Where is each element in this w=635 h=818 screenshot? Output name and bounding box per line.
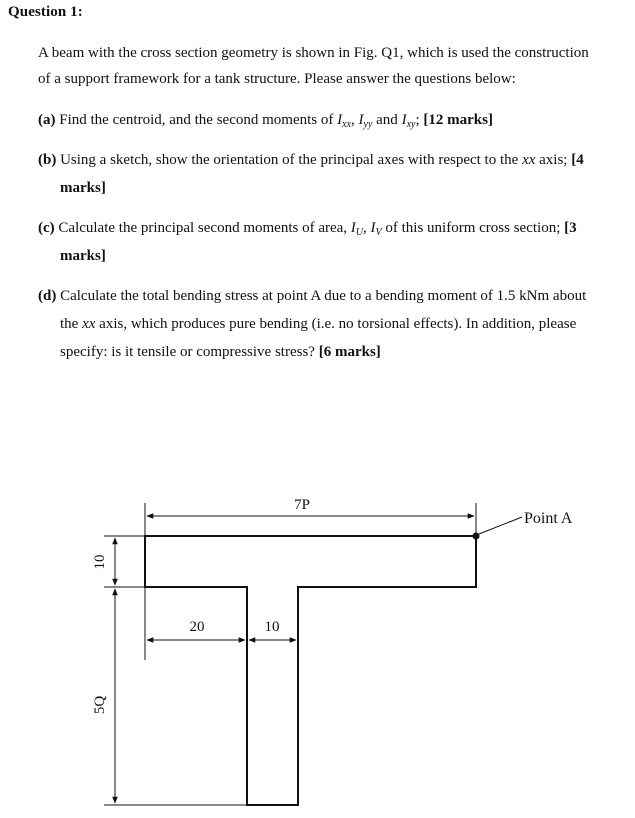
iv-subscript: V (375, 227, 382, 238)
part-d-text-1: Calculate the total bending stress at point A due to a bending moment of 1.5 kNm about (56, 288, 587, 304)
part-c-sep: , (363, 220, 371, 236)
ixx-symbol: I (337, 112, 343, 128)
ixy-subscript: xy (406, 119, 416, 130)
point-a-marker (473, 533, 480, 540)
iu-subscript: U (355, 227, 364, 238)
part-d-marks: [6 marks] (318, 344, 381, 360)
part-a-sep3: ; (415, 112, 424, 128)
part-b-label: (b) (38, 152, 57, 168)
part-a-sep2: and (372, 112, 402, 128)
part-d-text-2a: the (60, 316, 83, 332)
dim-label-5q: 5Q (92, 695, 108, 715)
point-a-label: Point A (524, 510, 573, 527)
part-b-marks-2: marks] (60, 180, 106, 196)
part-c-text2: of this uniform cross section; (381, 220, 565, 236)
part-a-text: Find the centroid, and the second moments of (55, 112, 338, 128)
iv-symbol: I (370, 220, 376, 236)
part-d-text-3: specify: is it tensile or compressive stress? (60, 344, 319, 360)
part-c-marks-1: [3 (564, 220, 577, 236)
part-c-text: Calculate the principal second moments of area, (54, 220, 351, 236)
dim-label-7p: 7P (294, 497, 310, 513)
part-b-text2: axis; (535, 152, 572, 168)
iu-symbol: I (350, 220, 356, 236)
part-a-marks: [12 marks] (423, 112, 493, 128)
part-c-label: (c) (38, 220, 55, 236)
part-a-sep1: , (351, 112, 359, 128)
part-d-label: (d) (38, 288, 57, 304)
part-a-label: (a) (38, 112, 56, 128)
part-d-text-2b: axis, which produces pure bending (i.e. no torsional effects). In addition, please (95, 316, 577, 332)
part-b-text: Using a sketch, show the orientation of the principal axes with respect to the (56, 152, 523, 168)
iyy-symbol: I (358, 112, 364, 128)
question-heading: Question 1: (8, 4, 83, 20)
ixy-symbol: I (401, 112, 407, 128)
intro-line-1: A beam with the cross section geometry is shown in Fig. Q1, which is used the construction (38, 45, 589, 61)
iyy-subscript: yy (363, 119, 373, 130)
part-c-marks-2: marks] (60, 248, 106, 264)
dim-label-20: 20 (189, 619, 205, 635)
point-a-leader (479, 517, 522, 534)
dim-label-10-flange: 10 (92, 554, 108, 570)
part-b-axis: xx (522, 152, 536, 168)
dim-label-10-web: 10 (264, 619, 280, 635)
part-b-marks-1: [4 (571, 152, 584, 168)
t-section-outline (145, 536, 476, 805)
part-d-axis: xx (82, 316, 96, 332)
intro-line-2: of a support framework for a tank structure. Please answer the questions below: (38, 71, 516, 87)
ixx-subscript: xx (342, 119, 351, 130)
